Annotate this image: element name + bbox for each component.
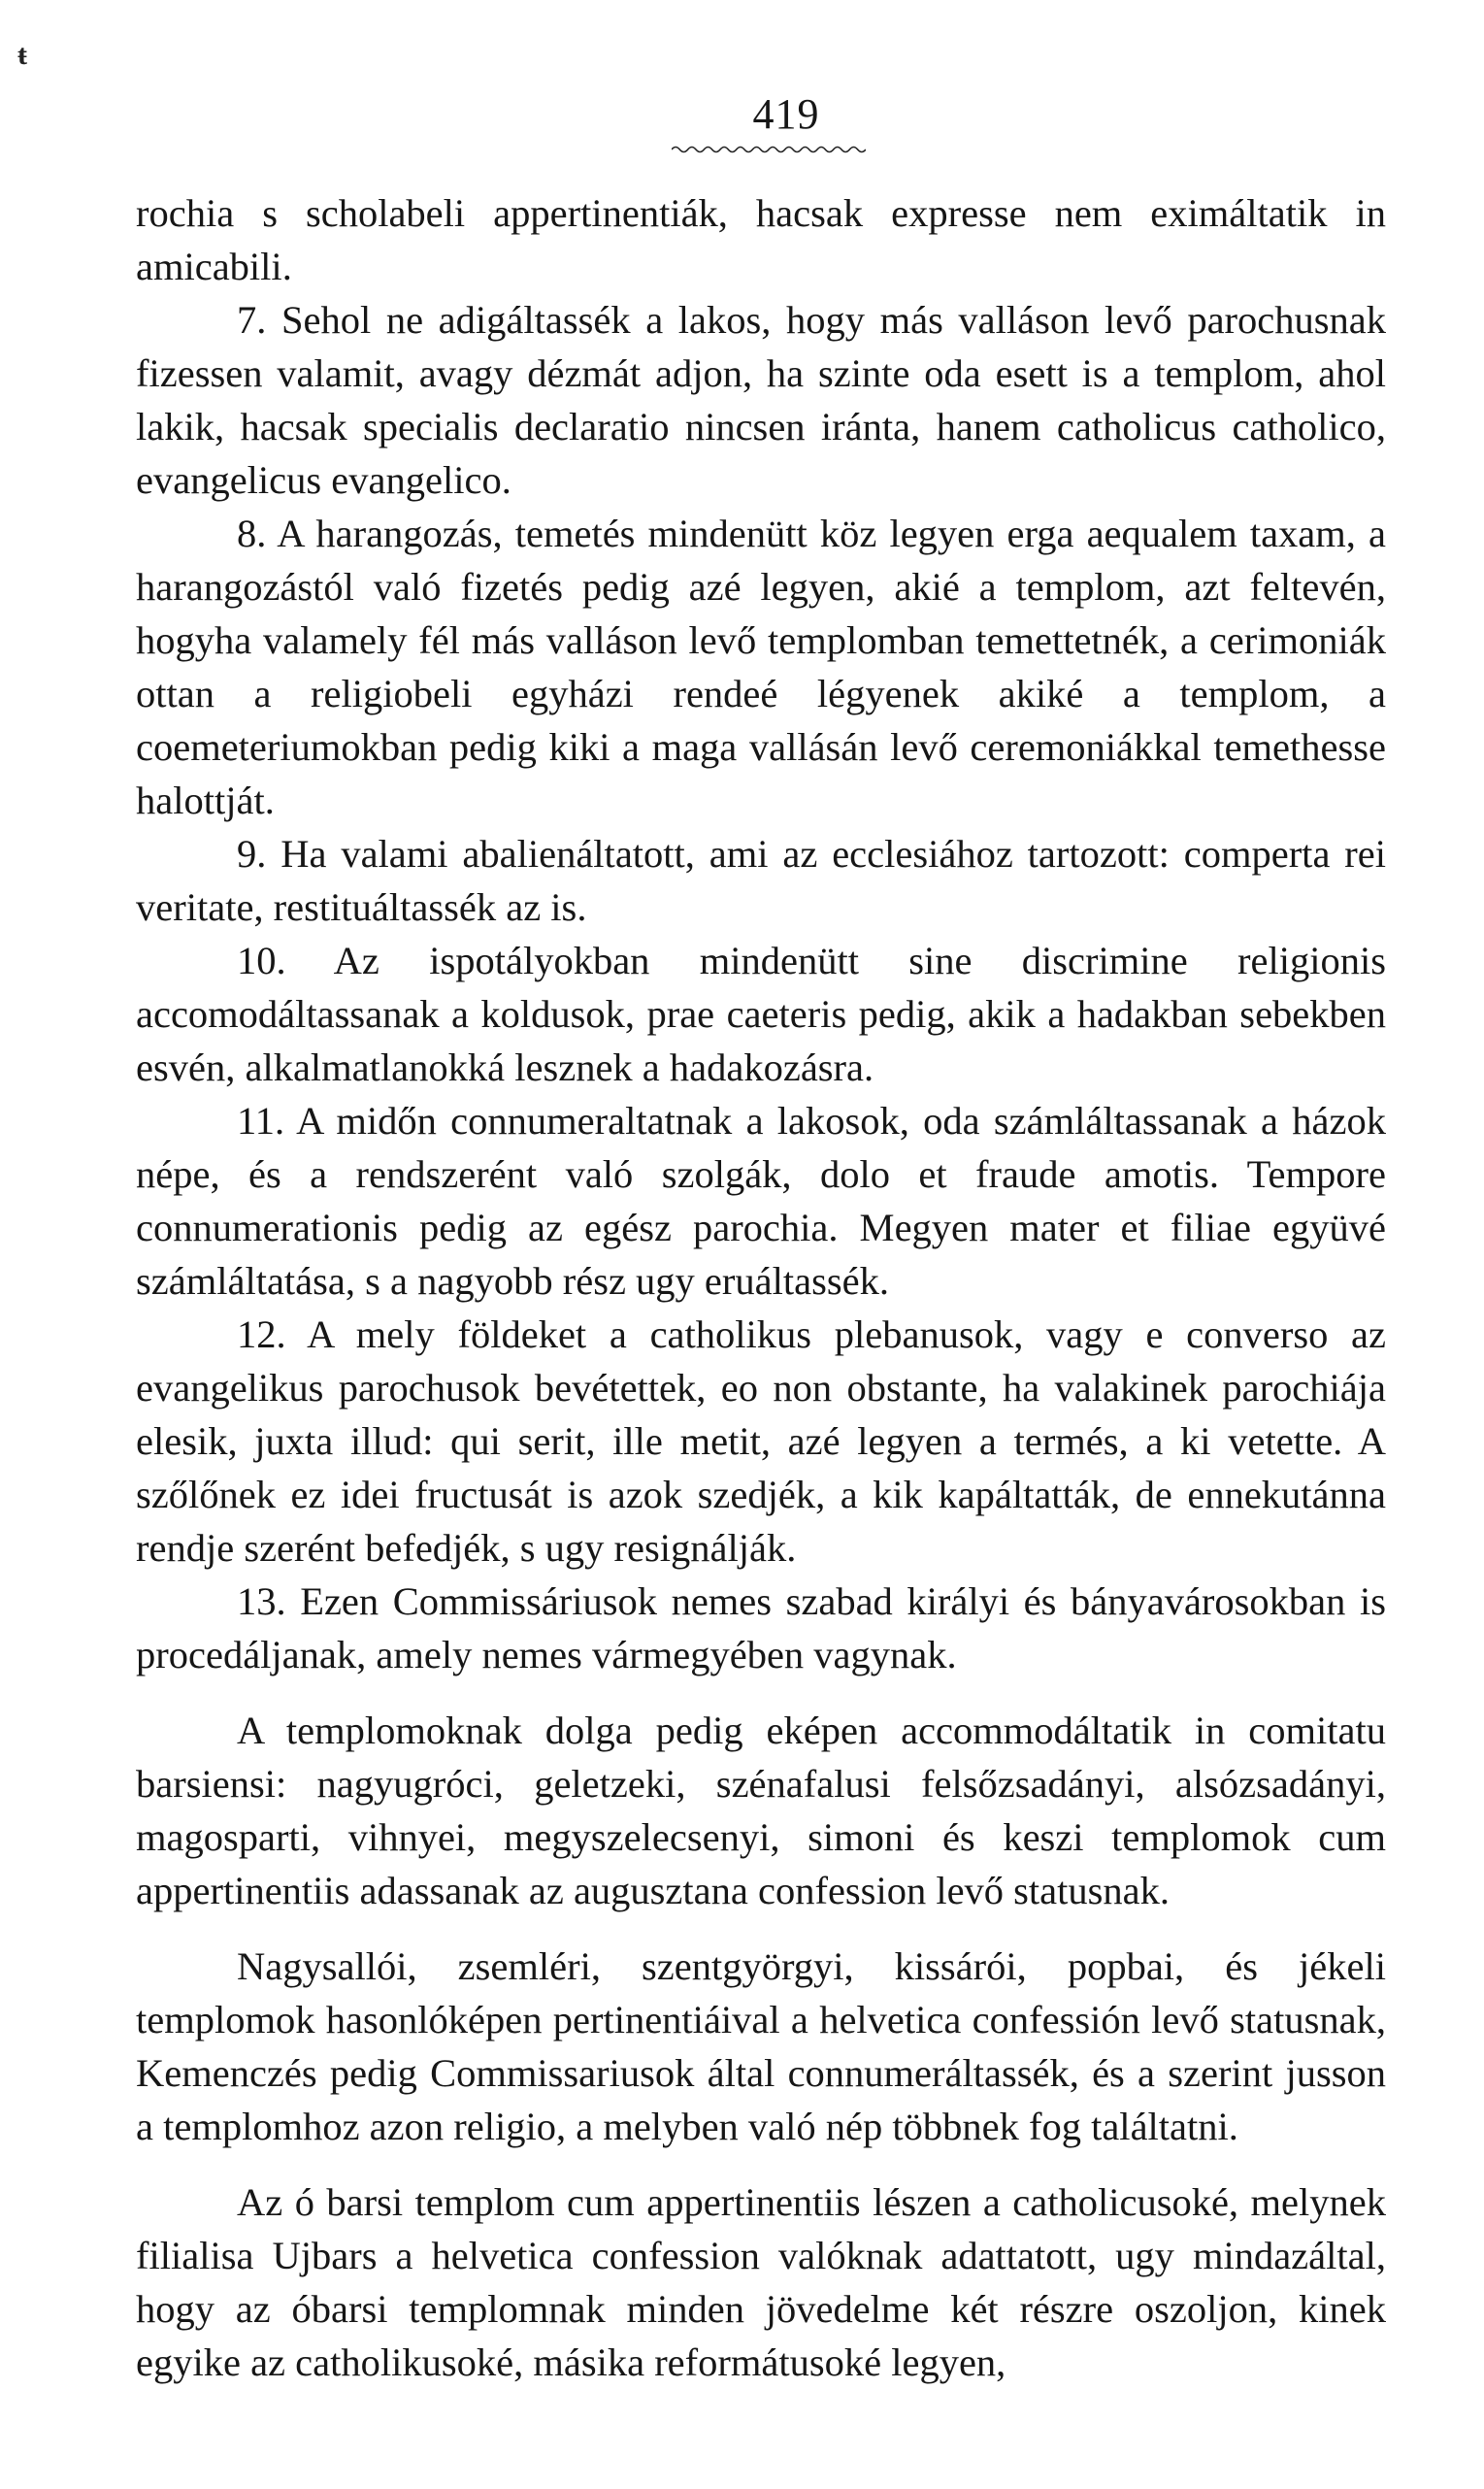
paragraph: Nagysallói, zsemléri, szentgyörgyi, kissárói, popbai, és jékeli templomok hasonlóképen pertinentiáival a helvetica confessión levő statusnak, Kemenczés pedig Commissariusok által connumeráltassék, és a szerint jusson a templomhoz azon religio, a melyben való nép többnek fog találtatni.	[136, 1944, 1386, 2148]
paragraph: 9. Ha valami abalienáltatott, ami az ecclesiához tartozott: comperta rei veritate, restituáltassék az is.	[136, 832, 1386, 929]
paragraph: 8. A harangozás, temetés mindenütt köz legyen erga aequalem taxam, a harangozástól való fizetés pedig azé legyen, akié a templom, azt feltevén, hogyha valamely fél más valláson levő templomban temettetnék, a cerimoniák ottan a religiobeli egyházi rendeé légyenek akiké a templom, a coemeteriumokban pedig kiki a maga vallásán levő ceremoniákkal temethesse halottját.	[136, 512, 1386, 822]
paragraph: 10. Az ispotályokban mindenütt sine discrimine religionis accomodáltassanak a koldusok, prae caeteris pedig, akik a hadakban sebekben esvén, alkalmatlanokká lesznek a hadakozásra.	[136, 939, 1386, 1089]
page-number: 419	[752, 90, 820, 138]
paragraph: 11. A midőn connumeraltatnak a lakosok, oda számláltassanak a házok népe, és a rendszerént való szolgák, dolo et fraude amotis. Tempore connumerationis pedig az egész parochia. Megyen mater et filiae együvé számláltatása, s a nagyobb rész ugy eruáltassék.	[136, 1099, 1386, 1303]
paragraph: 12. A mely földeket a catholikus plebanusok, vagy e converso az evangelikus parochusok bevétettek, eo non obstante, ha valakinek parochiája elesik, juxta illud: qui serit, ille metit, azé legyen a termés, a ki vetette. A szőlőnek ez idei fructusát is azok szedjék, a kik kapáltatták, de ennekutánna rendje szerént befedjék, s ugy resignálják.	[136, 1312, 1386, 1570]
paragraph: 13. Ezen Commissáriusok nemes szabad királyi és bányavárosokban is procedáljanak, amely nemes vármegyében vagynak.	[136, 1579, 1386, 1676]
text-body	[136, 186, 1386, 2389]
paragraph: rochia s scholabeli appertinentiák, hacsak expresse nem eximáltatik in amicabili.	[136, 191, 1386, 288]
paragraph: A templomoknak dolga pedig eképen accommodáltatik in comitatu barsiensi: nagyugróci, geletzeki, szénafalusi felsőzsadányi, alsózsadányi, magosparti, vihnyei, megyszelecsenyi, simoni és keszi templomok cum appertinentiis adassanak az augusztana confession levő statusnak.	[136, 1709, 1386, 1912]
paragraph: 7. Sehol ne adigáltassék a lakos, hogy más valláson levő parochusnak fizessen valamit, avagy dézmát adjon, ha szinte oda esett is a templom, ahol lakik, hacsak specialis declaratio nincsen iránta, hanem catholicus catholico, evangelicus evangelico.	[136, 298, 1386, 502]
corner-mark: ŧ	[17, 39, 27, 71]
page-number-wavy-rule	[672, 144, 866, 155]
paragraph: Az ó barsi templom cum appertinentiis lészen a catholicusoké, melynek filialisa Ujbars a helvetica confession valóknak adattatott, ugy mindazáltal, hogy az óbarsi templomnak minden jövedelme két részre oszoljon, kinek egyike az catholikusoké, másika reformátusoké legyen,	[136, 2180, 1386, 2384]
